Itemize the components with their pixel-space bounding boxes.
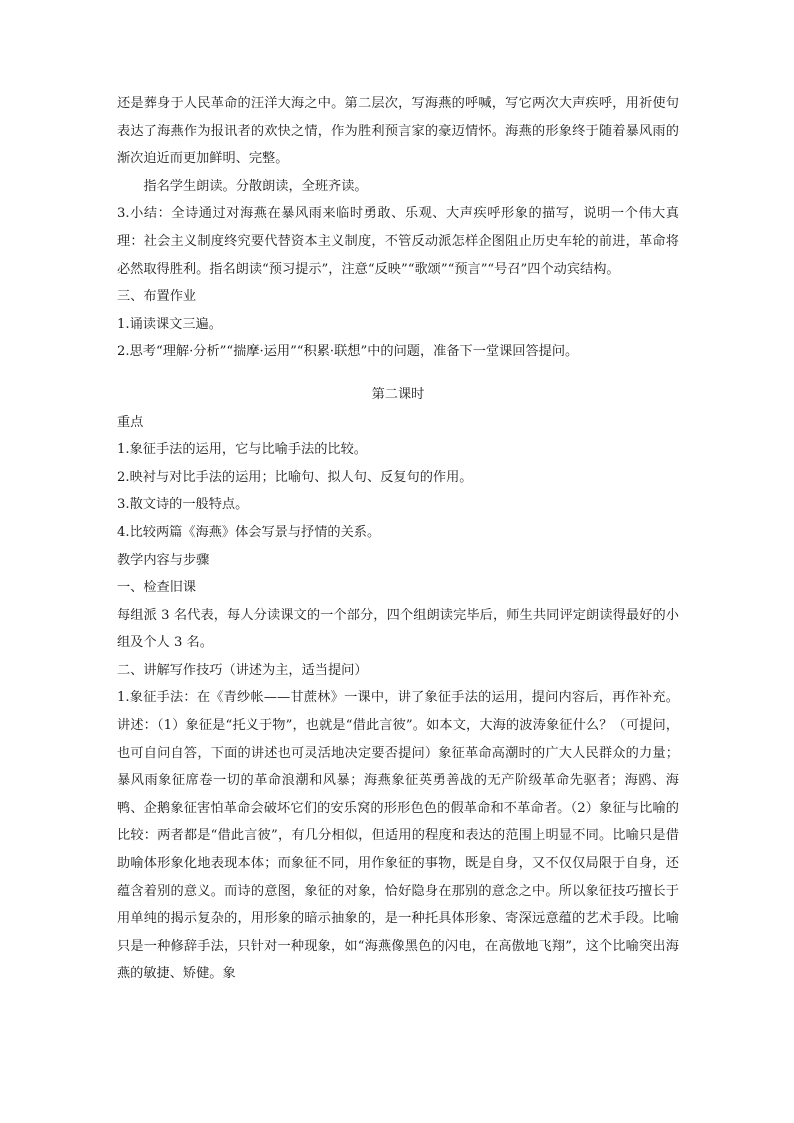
homework-item-1: 1.诵读课文三遍。 xyxy=(117,316,222,332)
summary-paragraph: 3.小结：全诗通过对海燕在暴风雨来临时勇敢、乐观、大声疾呼形象的描写，说明一个伟大真理：社会主义制度终究要代替资本主义制度，不管反动派怎样企图阻止历史车轮的前进，革命将必然取得胜利。指名朗读“预习提示”，注意“反映”“歌颂”“预言”“号召”四个动宾结构。 xyxy=(117,206,679,277)
intro-paragraph: 还是葬身于人民革命的汪洋大海之中。第二层次，写海燕的呼喊，写它两次大声疾呼，用祈使句表达了海燕作为报讯者的欢快之情，作为胜利预言家的豪迈情怀。海燕的形象终于随着暴风雨的渐次迫近而更加鲜明、完整。 xyxy=(117,96,679,167)
document-page xyxy=(117,90,679,988)
content-steps-heading: 教学内容与步骤 xyxy=(117,552,210,568)
key-point-2: 2.映衬与对比手法的运用；比喻句、拟人句、反复句的作用。 xyxy=(117,469,473,485)
reading-instruction: 指名学生朗读。分散朗读，全班齐读。 xyxy=(143,178,368,194)
review-heading: 一、检查旧课 xyxy=(117,580,197,596)
homework-heading: 三、布置作业 xyxy=(117,289,197,305)
symbolism-paragraph: 1.象征手法：在《青纱帐——甘蔗林》一课中，讲了象征手法的运用，提问内容后，再作补充。讲述：（1）象征是“托义于物”，也就是“借此言彼”。如本文，大海的波涛象征什么？（可提问，也可自问自答，下面的讲述也可灵活地决定要否提问）象征革命高潮时的广大人民群众的力量；暴风雨象征席卷一切的革命浪潮和风暴；海燕象征英勇善战的无产阶级革命先驱者；海鸥、海鸭、企鹅象征害怕革命会破坏它们的安乐窝的形形色色的假革命和不革命者。（2）象征与比喻的比较：两者都是“借此言彼”，有几分相似，但适用的程度和表达的范围上明显不同。比喻只是借助喻体形象化地表现本体；而象征不同，用作象征的事物，既是自身，又不仅仅局限于自身，还蕴含着别的意义。而诗的意图，象征的对象，恰好隐身在那别的意念之中。所以象征技巧擅长于用单纯的揭示复杂的，用形象的暗示抽象的，是一种托具体形象、寄深远意蕴的艺术手段。比喻只是一种修辞手法，只针对一种现象，如“海燕像黑色的闪电，在高傲地飞翔”，这个比喻突出海燕的敏捷、矫健。象 xyxy=(117,690,679,982)
key-point-3: 3.散文诗的一般特点。 xyxy=(117,497,249,513)
key-point-4: 4.比较两篇《海燕》体会写景与抒情的关系。 xyxy=(117,524,381,540)
review-paragraph: 每组派 3 名代表，每人分读课文的一个部分，四个组朗读完毕后，师生共同评定朗读得最好的小组及个人 3 名。 xyxy=(117,607,679,651)
key-points-heading: 重点 xyxy=(117,414,144,430)
lesson-2-title: 第二课时 xyxy=(371,386,425,402)
key-point-1: 1.象征手法的运用，它与比喻手法的比较。 xyxy=(117,442,367,458)
techniques-heading: 二、讲解写作技巧（讲述为主，适当提问） xyxy=(117,662,368,678)
homework-item-2: 2.思考“理解·分析”“揣摩·运用”“积累·联想”中的问题，准备下一堂课回答提问。 xyxy=(117,344,579,360)
